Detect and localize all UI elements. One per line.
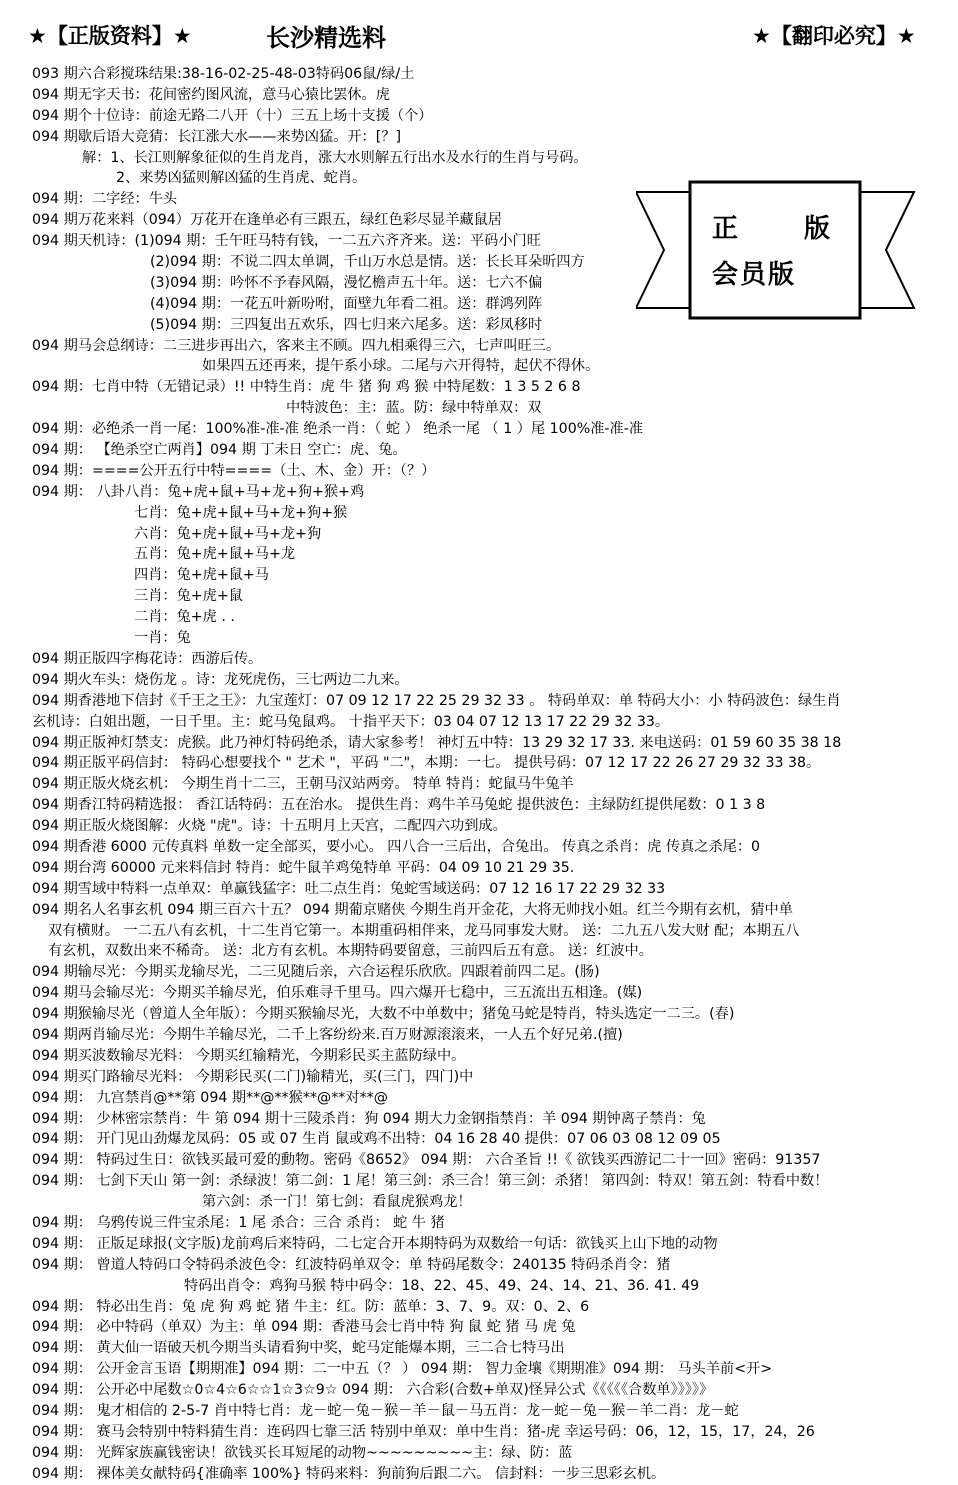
text-line: 六肖：兔+虎+鼠+马+龙+狗 bbox=[134, 525, 322, 542]
text-line: 094 期： 少林密宗禁肖：牛 第 094 期十三陵杀肖：狗 094 期大力金钢指禁肖：羊 094 期钟离子禁肖：兔 bbox=[32, 1110, 706, 1127]
text-line: 094 期： 公开金言玉语【期期准】094 期：二一中五（？ ） 094 期： 智力金壤《期期准》094 期： 马头羊前<开> bbox=[32, 1361, 773, 1378]
text-line: 094 期无字天书：花间密约图风流，意马心猿比罢休。虎 bbox=[32, 86, 390, 103]
text-line: 094 期：二字经：牛头 bbox=[32, 191, 178, 208]
text-line: 094 期马会总纲诗：二三进步再出六，客来主不顾。四九相乘得三六，七声叫旺三。 bbox=[32, 337, 561, 354]
text-line: 二肖：兔+虎 . . bbox=[134, 609, 235, 626]
text-line: 093 期六合彩搅珠结果:38-16-02-25-48-03特码06鼠/绿/土 bbox=[32, 66, 415, 82]
text-line: 094 期香江特码精选报： 香江话特码：五在治水。 提供生肖：鸡牛羊马兔蛇 提供波色：主绿防红提供尾数：0 1 3 8 bbox=[32, 797, 766, 814]
text-line: 094 期： 开门见山劲爆龙凤码：05 或 07 生肖 鼠或鸡不出特：04 16 28 40 提供：07 06 03 08 12 09 05 bbox=[32, 1131, 721, 1148]
text-line: 094 期香港 6000 元传真料 单数一定全部买，要小心。 四八合一三后出，合兔出。 传真之杀肖：虎 传真之杀尾：0 bbox=[32, 838, 761, 855]
text-line: 094 期： 曾道人特码口令特码杀波色令：红波特码单双令：单 特码尾数令：240135 特码杀肖令：猪 bbox=[32, 1256, 671, 1273]
text-line: 094 期正版平码信封： 特码心想要找个 " 艺术 "，平码 "二"，本期：一七。 提供号码：07 12 17 22 26 27 29 32 33 38。 bbox=[32, 755, 821, 772]
badge-text-member-edition: 会员版 bbox=[712, 260, 797, 290]
text-line: 094 期： 赛马会特别中特料猜生肖：连码四七靠三活 特别中单双：单中生肖：猪-虎 幸运号码：06，12，15，17，24，26 bbox=[32, 1423, 815, 1440]
text-line: 094 期： 公开必中尾数☆0☆4☆6☆☆1☆3☆9☆ 094 期： 六合彩(合数+单双)怪异公式《《《《《合数单》》》》》 bbox=[32, 1382, 714, 1399]
badge-text-zheng: 正 bbox=[712, 214, 741, 244]
text-line: 094 期两肖输尽光：今期牛羊输尽光，二千上客纷纷来.百万财源滚滚来，一人五个好兄弟.(擅) bbox=[32, 1026, 623, 1043]
text-line: 如果四五还再来，提午系小球。二尾与六开得特，起伏不得休。 bbox=[202, 358, 600, 375]
text-line: 094 期香港地下信封《千王之王》：九宝莲灯：07 09 12 17 22 25 29 32 33 。 特码单双：单 特码大小：小 特码波色：绿生肖 bbox=[32, 692, 841, 709]
document-body bbox=[0, 64, 958, 1485]
text-line: 094 期：必绝杀一肖一尾：100%准-准-准 绝杀一肖：（ 蛇 ） 绝杀一尾 （ 1 ）尾 100%准-准-准 bbox=[32, 421, 644, 438]
text-line: 094 期正版神灯禁支：虎猴。此乃神灯特码绝杀，请大家参考！ 神灯五中特：13 29 32 17 33. 来电送码：01 59 60 35 38 18 bbox=[32, 734, 842, 751]
text-line: 094 期： 八卦八肖：兔+虎+鼠+马+龙+狗+猴+鸡 bbox=[32, 483, 365, 500]
text-line: 094 期： 乌鸦传说三件宝杀尾：1 尾 杀合：三合 杀肖： 蛇 牛 猪 bbox=[32, 1214, 445, 1231]
text-line: 094 期万花来料（094）万花开在逢单必有三跟五，绿红色彩尽显羊藏鼠居 bbox=[32, 212, 503, 229]
header-left-tag: ★【正版资料】★ bbox=[28, 24, 192, 48]
text-line: 094 期：七肖中特（无错记录）!! 中特生肖：虎 牛 猪 狗 鸡 猴 中特尾数：1 3 5 2 6 8 bbox=[32, 379, 581, 396]
page-title: 长沙精选料 bbox=[266, 24, 386, 52]
text-line: 094 期输尽光：今期买龙输尽光，二三见随后亲，六合运程乐欣欣。四跟着前四二足。(肠) bbox=[32, 964, 600, 981]
text-line: (5)094 期：三四复出五欢乐，四七归来六尾多。送：彩凤移时 bbox=[150, 316, 543, 333]
text-line: 094 期正版火烧玄机： 今期生肖十二三，王朝马汉站两旁。 特单 特肖：蛇鼠马牛兔羊 bbox=[32, 776, 574, 793]
text-line: 094 期： 正版足球报(文字版)龙前鸡后来特码，二七定合开本期特码为双数给一句话：欲钱买上山下地的动物 bbox=[32, 1235, 718, 1252]
text-line: 094 期： 九宫禁肖@**第 094 期**@**猴**@**对**@ bbox=[32, 1089, 388, 1106]
text-line: 094 期歇后语大竞猜：长江涨大水——来势凶猛。开：[？] bbox=[32, 128, 401, 145]
text-line: 094 期正版火烧图解：火烧 "虎"。诗：十五明月上天宫，二配四六功到成。 bbox=[32, 818, 507, 835]
text-line: 094 期火车头：烧伤龙 。诗：龙死虎伤，三七两边二九来。 bbox=[32, 671, 409, 688]
text-line: 094 期： 黄大仙一语破天机今期当头请看狗中奖，蛇马定能爆本期，三二合七特马出 bbox=[32, 1340, 565, 1357]
page-header bbox=[0, 0, 958, 60]
text-line: 094 期买波数输尽光料： 今期买红输精光，今期彩民买主蓝防绿中。 bbox=[32, 1047, 466, 1064]
text-line: 094 期： 特码过生日：欲钱买最可爱的動物。密码《8652》 094 期： 六合圣旨 !!《 欲钱买西游记二十一回》密码：91357 bbox=[32, 1152, 821, 1169]
text-line: 四肖：兔+虎+鼠+马 bbox=[134, 567, 269, 584]
text-line: 中特波色：主：蓝。防：绿中特单双：双 bbox=[286, 400, 542, 417]
text-line: 094 期： 光辉家族赢钱密诀！欲钱买长耳短尾的动物~~~~~~~~~主：绿、防：蓝 bbox=[32, 1444, 573, 1461]
text-line: 094 期正版四字梅花诗：西游后传。 bbox=[32, 650, 263, 667]
text-line: 解：1、长江则解象征似的生肖龙肖，涨大水则解五行出水及水行的生肖与号码。 bbox=[82, 149, 588, 166]
text-line: 有玄机，双数出来不稀奇。 送：北方有玄机。本期特码要留意，三前四后五有意。 送：红波中。 bbox=[48, 943, 653, 960]
text-line: (4)094 期：一花五叶新吩咐，面壁九年看二祖。送：群鸿列阵 bbox=[150, 295, 543, 312]
text-line: (3)094 期：吟怀不予春风隔，漫忆檐声五十年。送：七六不偏 bbox=[150, 274, 543, 291]
text-line: 094 期： 特必出生肖：兔 虎 狗 鸡 蛇 猪 牛主：红。防：蓝单：3、7、9。双：0、2、6 bbox=[32, 1298, 590, 1315]
text-line: 094 期： 七剑下天山 第一剑：杀绿波！第二剑：1 尾！第三剑：杀三合！第三剑：杀猪！ 第四剑：特双！第五剑：特看中数！ bbox=[32, 1173, 829, 1190]
text-line: 玄机诗：白姐出题，一日千里。主：蛇马兔鼠鸡。 十指平天下：03 04 07 12 13 17 22 29 32 33。 bbox=[32, 713, 670, 730]
text-line: 特码出肖令：鸡狗马猴 特中码令：18、22、45、49、24、14、21、36. 41. 49 bbox=[184, 1277, 700, 1294]
text-line: 094 期雪域中特料一点单双：单赢钱猛字：吐二点生肖：兔蛇雪域送码：07 12 16 17 22 29 32 33 bbox=[32, 880, 666, 897]
text-line: 094 期猴输尽光（曾道人全年版）：今期买猴输尽光，大数不中单数中；猪兔马蛇是特肖，特头选定一二三。(春) bbox=[32, 1006, 735, 1023]
badge-text-ban: 版 bbox=[804, 214, 833, 244]
header-right-tag: ★【翻印必究】★ bbox=[752, 24, 916, 48]
text-line: 094 期台湾 60000 元来料信封 特肖：蛇牛鼠羊鸡兔特单 平码：04 09 10 21 29 35. bbox=[32, 859, 575, 876]
text-line: 094 期： 鬼才相信的 2-5-7 肖中特七肖：龙－蛇－兔－猴－羊－鼠－马五肖：龙－蛇－兔－猴－羊二肖：龙－蛇 bbox=[32, 1403, 739, 1419]
text-line: 094 期： 必中特码（单双）为主：单 094 期：香港马会七肖中特 狗 鼠 蛇 猪 马 虎 兔 bbox=[32, 1319, 576, 1336]
text-line: 双有横财。 一二五八有玄机，十二生肖它第一。本期重码相伴来，龙马同事发大财。 送：二九五八发大财 配；本期五八 bbox=[48, 922, 800, 939]
text-line: 七肖：兔+虎+鼠+马+龙+狗+猴 bbox=[134, 504, 348, 521]
text-line: 094 期天机诗：(1)094 期：壬午旺马特有钱，一二五六齐齐来。送：平码小门旺 bbox=[32, 233, 541, 250]
text-line: 2、来势凶猛则解凶猛的生肖虎、蛇肖。 bbox=[116, 170, 367, 187]
text-line: (2)094 期：不说二四太单调，千山万水总是情。送：长长耳朵昕四方 bbox=[150, 254, 585, 271]
text-line: 094 期名人名事玄机 094 期三百六十五？ 094 期葡京赌侠 今期生肖开金花，大将无帅找小姐。红兰今期有玄机，猜中单 bbox=[32, 901, 793, 918]
text-line: 三肖：兔+虎+鼠 bbox=[134, 588, 243, 605]
text-line: 094 期马会输尽光：今期买羊输尽光，伯乐难寻千里马。四六爆开七稳中，三五流出五相逢。(媒) bbox=[32, 985, 643, 1002]
text-line: 一肖：兔 bbox=[134, 630, 191, 647]
text-line: 094 期买门路输尽光料： 今期彩民买(二门)输精光，买(三门，四门)中 bbox=[32, 1068, 474, 1085]
text-line: 094 期：====公开五行中特====（土、木、金）开：（？） bbox=[32, 462, 436, 479]
text-line: 094 期： 【绝杀空亡两肖】094 期 丁未日 空亡：虎、兔。 bbox=[32, 442, 407, 459]
text-line: 第六剑：杀一门！第七剑：看鼠虎猴鸡龙！ bbox=[202, 1194, 472, 1211]
text-line: 094 期个十位诗：前途无路二八开（十）三五上场十支援（个） bbox=[32, 107, 433, 124]
text-line: 五肖：兔+虎+鼠+马+龙 bbox=[134, 546, 296, 563]
text-line: 094 期： 裸体美女献特码{准确率 100%} 特码来料：狗前狗后跟二六。 信封料：一步三思彩玄机。 bbox=[32, 1465, 666, 1482]
